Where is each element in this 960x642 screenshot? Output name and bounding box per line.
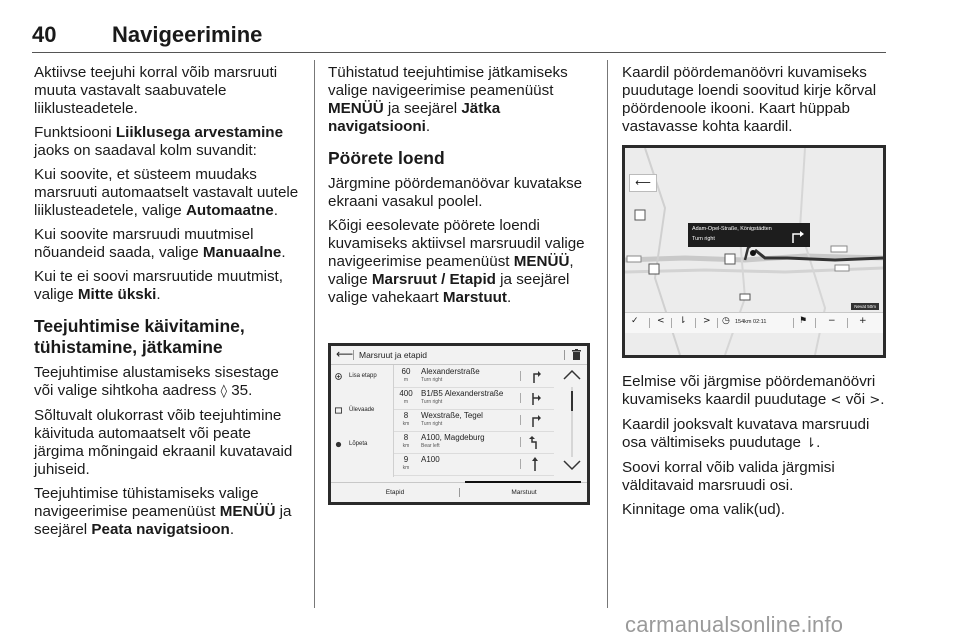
- next-icon[interactable]: >: [703, 316, 711, 326]
- map-toolbar: [625, 312, 883, 333]
- section-title: Navigeerimine: [112, 22, 263, 47]
- route-options: Lisa etapp Ülevaade Lõpeta: [331, 365, 394, 477]
- back-arrow-icon[interactable]: ⟵: [629, 174, 657, 192]
- maneuver-row[interactable]: 8 km Wexstraße, Tegel Turn right: [394, 409, 554, 432]
- bear-left-icon[interactable]: [528, 434, 542, 450]
- paragraph: Järgmine pöördemanöövar kuvatakse ekraani vasakul poolel.: [328, 175, 583, 210]
- paragraph: Funktsiooni Liiklusega arvestamine jaoks on saadaval kolm suvandit:: [34, 124, 284, 159]
- maneuver-row[interactable]: 9 km A100: [394, 453, 554, 476]
- turn-right-icon: [788, 226, 806, 244]
- back-arrow-icon[interactable]: ⟵: [336, 347, 354, 361]
- finish-flag-icon: [335, 441, 342, 448]
- map-scale: Nevat 50m: [851, 303, 879, 310]
- maneuver-row[interactable]: 60 m Alexanderstraße Turn right: [394, 365, 554, 388]
- paragraph: Teejuhtimise alustamiseks sisestage või valige sihtkoha aadress ◊ 35.: [34, 364, 279, 399]
- column-3-bottom: [622, 373, 890, 525]
- paragraph: Soovi korral võib valida järgmisi välditavaid marsruudi osi.: [622, 459, 835, 494]
- add-stop-icon: [335, 373, 342, 380]
- eta-readout: 154km 02:11: [735, 319, 767, 325]
- page-number: 40: [32, 22, 57, 47]
- paragraph: Kinnitage oma valik(ud).: [622, 501, 785, 518]
- maneuver-row[interactable]: 400 m B1/B5 Alexanderstraße Turn right: [394, 387, 554, 410]
- confirm-icon[interactable]: ✓: [631, 316, 639, 326]
- paragraph: Kui soovite, et süsteem muudaks marsruuti automaatselt vastavalt uutele liiklusteadetele, valige Automaatne.: [34, 166, 299, 219]
- route-titlebar: [331, 346, 587, 365]
- column-divider-2: [607, 60, 608, 608]
- parking-icon[interactable]: ⚑: [799, 316, 808, 326]
- route-list-screenshot: [328, 343, 590, 505]
- section-heading: Pöörete loend: [328, 148, 445, 168]
- paragraph: Aktiivse teejuhi korral võib marsruuti muuta vastavalt saabuvatele liiklusteadetele.: [34, 64, 278, 117]
- overview-icon: [335, 407, 342, 414]
- paragraph: Eelmise või järgmise pöördemanöövri kuvamiseks kaardil puudutage < või >.: [622, 373, 885, 408]
- scroll-down-icon: [564, 461, 580, 469]
- column-divider-1: [314, 60, 315, 608]
- watermark: carmanualsonline.info: [625, 612, 844, 637]
- paragraph: Tühistatud teejuhtimise jätkamiseks valige navigeerimise peamenüüst MENÜÜ ja seejärel Jätka navigatsiooni.: [328, 64, 568, 135]
- scroll-up-icon: [564, 371, 580, 379]
- map-screenshot: [622, 145, 886, 358]
- active-tab-indicator: [465, 481, 581, 483]
- previous-icon: <: [830, 393, 842, 408]
- route-screen-title: Marsruut ja etapid: [359, 350, 428, 360]
- column-1: [34, 64, 302, 545]
- trash-icon[interactable]: [572, 349, 581, 360]
- paragraph: Kõigi eesolevate pöörete loendi kuvamiseks aktiivsel marsruudil valige navigeerimise peamenüüst MENÜÜ, valige Marsruut / Etapid ja seejärel valige vahekaart Marstuut.: [328, 217, 585, 306]
- avoid-icon: ⇂: [805, 436, 817, 451]
- tab-marstuut[interactable]: Marstuut: [511, 489, 537, 496]
- header-rule: [32, 52, 886, 53]
- page-reference-icon: ◊: [220, 384, 228, 399]
- zoom-out-icon[interactable]: −: [828, 316, 836, 326]
- maneuver-popup[interactable]: Adam-Opel-Straße, Königstädten Turn right: [688, 223, 810, 247]
- turn-right-icon[interactable]: [528, 412, 542, 428]
- list-scrollbar[interactable]: [557, 365, 587, 477]
- maneuver-row[interactable]: 8 km A100, Magdeburg Bear left: [394, 431, 554, 454]
- section-heading: Teejuhtimise käivitamine, tühistamine, jätkamine: [34, 316, 245, 357]
- paragraph: Kaardil pöördemanöövri kuvamiseks puudutage loendi soovitud kirje kõrval pöördenoole ikooni. Kaart hüppab vastavasse kohta kaardil.: [622, 64, 877, 135]
- next-icon: >: [869, 393, 881, 408]
- previous-icon[interactable]: <: [657, 316, 665, 326]
- paragraph: Kui soovite marsruudi muutmisel nõuandeid saada, valige Manuaalne.: [34, 226, 286, 261]
- turn-right-icon[interactable]: [528, 390, 542, 406]
- column-2: [328, 64, 596, 313]
- vehicle-position-icon: [750, 250, 756, 256]
- tab-etapid[interactable]: Etapid: [385, 489, 405, 496]
- paragraph: Teejuhtimise tühistamiseks valige navigeerimise peamenüüst MENÜÜ ja seejärel Peata navigatsioon.: [34, 485, 292, 538]
- avoid-icon[interactable]: ⇂: [679, 316, 687, 326]
- paragraph: Kaardil jooksvalt kuvatava marsruudi osa vältimiseks puudutage ⇂.: [622, 416, 870, 451]
- zoom-in-icon[interactable]: +: [859, 316, 867, 326]
- route-tabs: [331, 482, 587, 503]
- column-3-top: [622, 64, 890, 142]
- clock-icon: ◷: [722, 316, 730, 326]
- straight-icon[interactable]: [528, 456, 542, 472]
- paragraph: Sõltuvalt olukorrast võib teejuhtimine käivituda automaatselt või peate järgima mõningaid ekraanil kuvatavaid juhiseid.: [34, 407, 293, 478]
- paragraph: Kui te ei soovi marsruutide muutmist, valige Mitte ükski.: [34, 268, 283, 303]
- turn-right-icon[interactable]: [528, 368, 542, 384]
